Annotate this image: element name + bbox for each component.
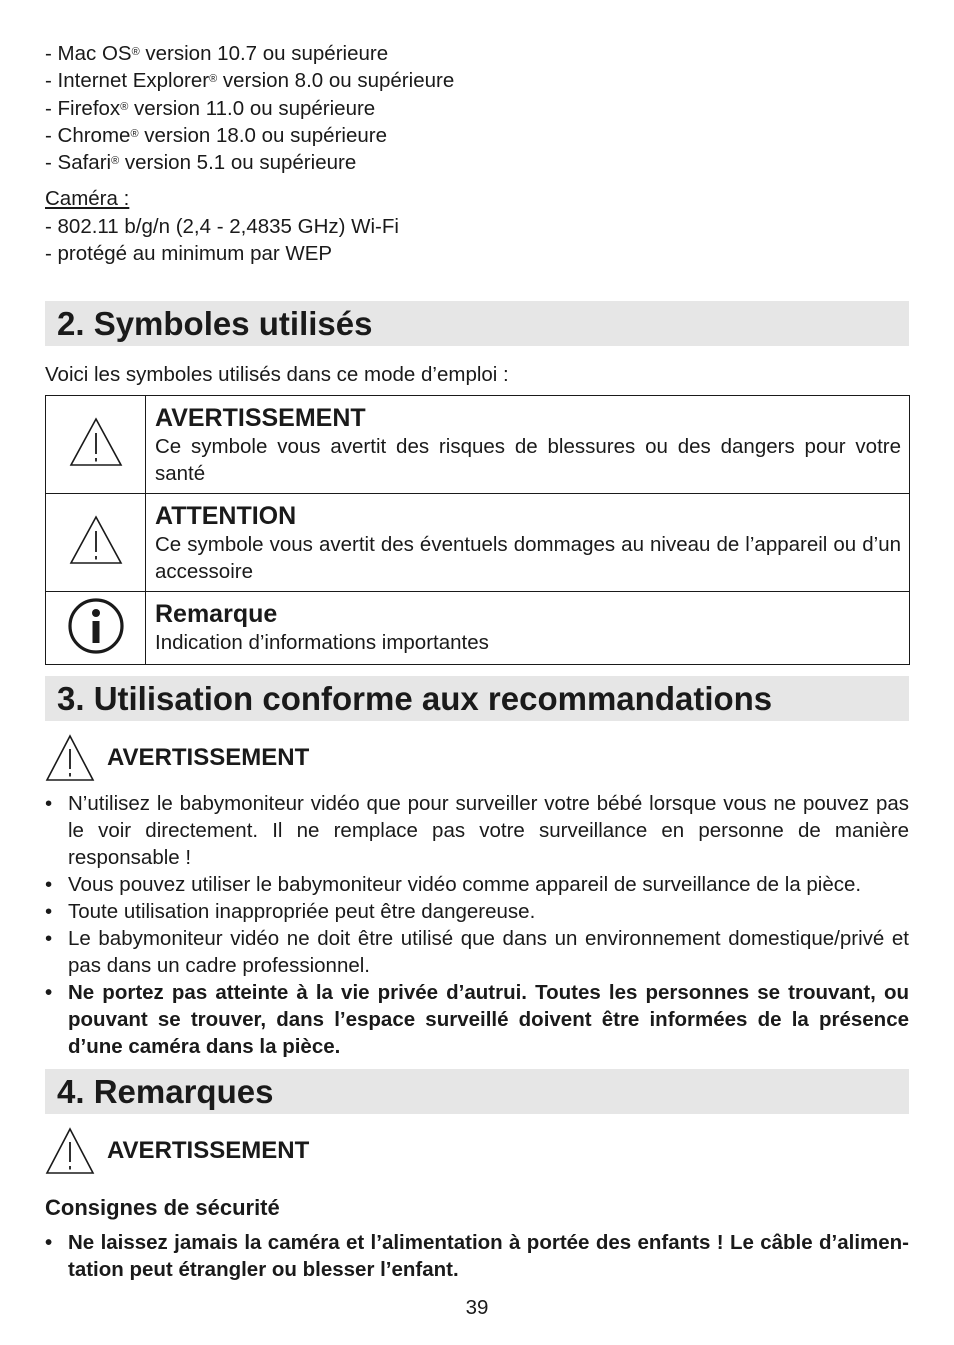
camera-label: Caméra : xyxy=(45,187,130,210)
symbol-text-cell xyxy=(146,396,910,494)
bullet-icon: • xyxy=(45,792,53,815)
bullet-icon: • xyxy=(45,900,53,923)
browser-req-safari: - Safari® version 5.1 ou supérieure xyxy=(45,151,357,174)
warning-label: AVERTISSEMENT xyxy=(107,744,310,771)
symbol-row-remarque xyxy=(46,592,910,665)
warning-label: AVERTISSEMENT xyxy=(107,1137,310,1164)
bullet-icon: • xyxy=(45,1231,53,1254)
section-2-header xyxy=(45,301,909,346)
browser-req-macos: - Mac OS® version 10.7 ou supérieure xyxy=(45,42,389,65)
symbol-description: Ce symbole vous avertit des éventuels dommages au niveau de l’appareil ou d’un accessoire xyxy=(155,533,901,583)
symbol-description: Indication d’informations importantes xyxy=(155,631,489,654)
camera-req-wep: - protégé au minimum par WEP xyxy=(45,242,333,265)
section-3-bullet-list xyxy=(45,790,909,1060)
symbols-table xyxy=(45,395,910,665)
symbol-row-warning xyxy=(46,396,910,494)
warning-triangle-icon xyxy=(45,734,95,782)
list-item: • Ne portez pas atteinte à la vie privée d’autrui. Toutes les personnes se trouvant, ou pouvant se trouver, dans l’espace surveillé doivent être informées de la présence d’une caméra dans la pièce. xyxy=(45,981,909,1058)
symbol-text-cell xyxy=(146,592,910,665)
page-number: 39 xyxy=(465,1296,489,1319)
symbol-icon-cell xyxy=(46,494,146,592)
info-circle-icon xyxy=(67,597,125,655)
section-4-title: 4. Remarques xyxy=(57,1073,274,1110)
section-3-header xyxy=(45,676,909,721)
bullet-icon: • xyxy=(45,927,53,950)
camera-req-wifi: - 802.11 b/g/n (2,4 - 2,4835 GHz) Wi-Fi xyxy=(45,215,399,238)
browser-req-ie: - Internet Explorer® version 8.0 ou supérieure xyxy=(45,69,455,92)
symbol-icon-cell xyxy=(46,396,146,494)
warning-triangle-icon xyxy=(45,1127,95,1175)
list-item: • Ne laissez jamais la caméra et l’alimentation à portée des enfants ! Le câble d’alimen-tation peut étrangler ou blesser l’enfant. xyxy=(45,1231,909,1281)
section-3-title: 3. Utilisation conforme aux recommandations xyxy=(57,680,773,717)
symbol-icon-cell xyxy=(46,592,146,665)
warning-triangle-icon xyxy=(68,514,124,566)
safety-subheading: Consignes de sécurité xyxy=(45,1195,280,1220)
symbol-row-attention xyxy=(46,494,910,592)
symbol-description: Ce symbole vous avertit des risques de blessures ou des dangers pour votre santé xyxy=(155,435,901,485)
list-item: • Vous pouvez utiliser le babymoniteur vidéo comme appareil de surveillance de la pièce. xyxy=(45,873,862,896)
symbol-text-cell xyxy=(146,494,910,592)
symbol-title: ATTENTION xyxy=(155,502,297,530)
section-4-header xyxy=(45,1069,909,1114)
list-item: • Le babymoniteur vidéo ne doit être utilisé que dans un environnement domestique/privé et pas dans un cadre professionnel. xyxy=(45,927,909,977)
bullet-icon: • xyxy=(45,981,53,1004)
section-2-title: 2. Symboles utilisés xyxy=(57,305,373,342)
section-3-warning xyxy=(45,734,309,782)
symbols-intro: Voici les symboles utilisés dans ce mode d’emploi : xyxy=(45,363,509,386)
list-item: • N’utilisez le babymoniteur vidéo que pour surveiller votre bébé lorsque vous ne pouvez pas le voir directement. Il ne remplace pas votre surveillance en personne de manière responsable ! xyxy=(45,792,909,869)
section-4-warning xyxy=(45,1127,309,1175)
symbol-title: AVERTISSEMENT xyxy=(155,404,366,432)
warning-triangle-icon xyxy=(68,416,124,468)
bullet-icon: • xyxy=(45,873,53,896)
browser-req-chrome: - Chrome® version 18.0 ou supérieure xyxy=(45,124,387,147)
browser-req-firefox: - Firefox® version 11.0 ou supérieure xyxy=(45,97,376,120)
symbol-title: Remarque xyxy=(155,600,278,628)
list-item: • Toute utilisation inappropriée peut être dangereuse. xyxy=(45,900,536,923)
section-4-bullet-list xyxy=(45,1229,909,1283)
